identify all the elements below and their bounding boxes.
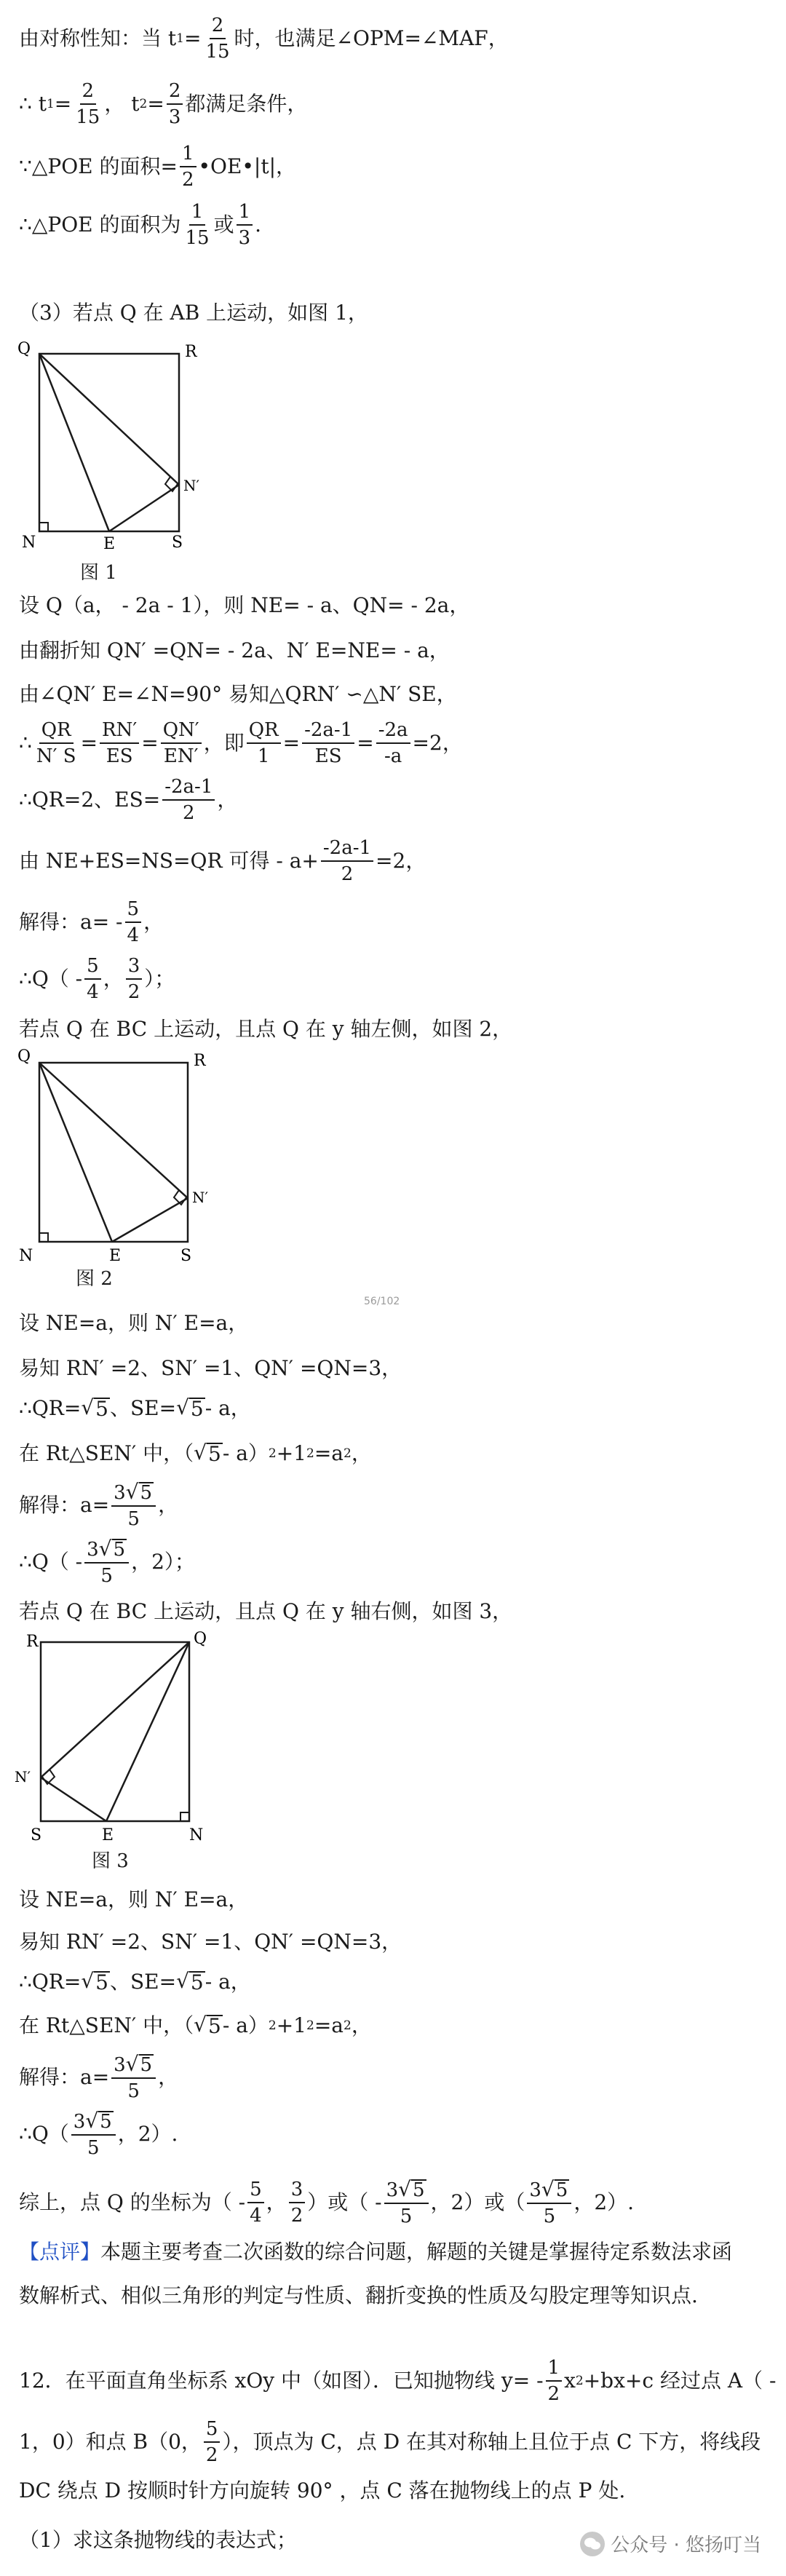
numerator: 1 — [189, 202, 206, 226]
fraction — [100, 721, 139, 766]
denominator: N′ S — [36, 745, 76, 767]
fraction — [384, 2179, 429, 2226]
label-r: R — [26, 1633, 39, 1651]
question-12-line — [19, 2420, 761, 2465]
numerator: 2 — [80, 82, 97, 105]
text: ，即 — [203, 731, 245, 755]
watermark — [580, 2530, 761, 2557]
text: 、SE= — [109, 1396, 177, 1420]
text: ∴△POE 的面积为 — [19, 213, 181, 237]
figure-3 — [12, 1628, 208, 1851]
label-n-prime: N′ — [183, 477, 200, 494]
radicand: 5 — [190, 1397, 204, 1421]
segment-qn-prime — [39, 354, 179, 485]
line-pythagoras — [19, 1440, 372, 1466]
text: ∴Q（ - — [19, 1550, 83, 1574]
text: 设 Q（a， - 2a - 1），则 NE= - a、QN= - 2a， — [19, 593, 470, 617]
numerator — [84, 1539, 129, 1564]
denominator: 3 — [238, 227, 251, 249]
segment-qe — [106, 1642, 189, 1821]
numerator: 5 — [125, 900, 142, 923]
denominator: 5 — [400, 2206, 413, 2227]
solution-line — [19, 1313, 248, 1333]
exponent: 2 — [268, 2018, 277, 2033]
radicand: 5 — [95, 1970, 108, 1994]
denominator: EN′ — [163, 745, 199, 767]
exponent: 2 — [343, 1446, 352, 1461]
figure-2 — [15, 1047, 209, 1272]
text: 12．在平面直角坐标系 xOy 中（如图）．已知抛物线 y= - — [19, 2369, 544, 2393]
coefficient: 3 — [114, 1482, 126, 1504]
text: +1 — [276, 1441, 306, 1465]
text: 由翻折知 QN′ =QN= - 2a、N′ E=NE= - a， — [19, 638, 450, 662]
text: ），顶点为 C，点 D 在其对称轴上且位于点 C 下方，将线段 — [222, 2430, 761, 2454]
label-r: R — [185, 343, 197, 361]
fraction — [527, 2179, 571, 2226]
denominator: 3 — [168, 106, 181, 128]
text: = — [80, 731, 98, 755]
solution-line — [19, 1887, 249, 1911]
label-e: E — [109, 1247, 122, 1265]
line-equation — [19, 839, 426, 884]
fraction — [247, 2180, 264, 2225]
numerator: QR — [247, 721, 281, 744]
radicand: 5 — [140, 2054, 153, 2076]
numerator — [111, 1482, 156, 1507]
line-t-values — [19, 82, 307, 127]
segment-qn-prime — [39, 1063, 188, 1198]
line-solve-a — [19, 900, 164, 945]
line-summary — [19, 2179, 634, 2226]
denominator: 5 — [87, 2137, 100, 2159]
fraction — [71, 2111, 116, 2157]
label-e: E — [102, 1826, 114, 1844]
text: ∵△POE 的面积= — [19, 154, 178, 178]
numerator — [71, 2111, 116, 2136]
text: = — [147, 92, 164, 116]
text: ∴ t — [19, 92, 47, 116]
radicand: 5 — [95, 1397, 108, 1421]
denominator: 2 — [183, 802, 195, 824]
comment-line — [19, 2283, 698, 2307]
line-area-formula — [19, 144, 296, 189]
fraction — [289, 2180, 306, 2225]
fraction — [183, 202, 211, 247]
text: 设 NE=a，则 N′ E=a， — [19, 1311, 249, 1335]
fraction — [84, 1539, 129, 1585]
text: ， — [351, 2013, 372, 2037]
text: x — [564, 2369, 576, 2393]
text: 解得：a= — [19, 1493, 110, 1517]
coefficient: 3 — [529, 2179, 541, 2201]
square-root: √ 5 — [176, 1969, 204, 1994]
text: 若点 Q 在 BC 上运动，且点 Q 在 y 轴右侧，如图 3， — [19, 1599, 513, 1623]
radicand: 5 — [113, 1539, 126, 1561]
subscript: 1 — [176, 31, 184, 46]
fraction — [34, 721, 79, 766]
coefficient: 3 — [386, 2179, 399, 2201]
text: = — [54, 92, 72, 116]
text: 都满足条件， — [185, 92, 308, 116]
text: 若点 Q 在 BC 上运动，且点 Q 在 y 轴左侧，如图 2， — [19, 1017, 513, 1041]
denominator: 15 — [185, 227, 210, 249]
numerator: 5 — [84, 956, 101, 980]
question-12-line — [19, 2478, 626, 2502]
text: ∴ — [19, 731, 32, 755]
exponent: 2 — [306, 1446, 314, 1461]
numerator: 1 — [180, 144, 196, 167]
text: 由 NE+ES=NS=QR 可得 - a+ — [19, 849, 319, 873]
denominator: 1 — [257, 745, 270, 767]
label-n-prime: N′ — [15, 1768, 31, 1786]
text: 、SE= — [109, 1970, 177, 1994]
text: ）或（ - — [307, 2190, 382, 2214]
label-q: Q — [17, 340, 31, 358]
square-root: √ 5 — [398, 2177, 425, 2201]
text: = — [357, 731, 374, 755]
square-root: √ 5 — [98, 1537, 126, 1561]
text: ， — [158, 1493, 179, 1517]
line-q-coord — [19, 2111, 178, 2157]
right-angle-mark — [39, 1233, 48, 1242]
numerator: -2a-1 — [321, 839, 373, 862]
numerator: 2 — [167, 82, 183, 105]
denominator: 15 — [205, 41, 230, 63]
right-angle-mark — [39, 523, 48, 531]
square-root: √ 5 — [176, 1395, 204, 1421]
rectangle-rqns — [41, 1642, 189, 1821]
numerator: RN′ — [100, 721, 139, 744]
square-root: √ 5 — [125, 1480, 153, 1504]
fraction — [161, 721, 202, 766]
text: 在 Rt△SEN′ 中，（ — [19, 1441, 194, 1465]
label-n: N — [22, 534, 36, 552]
text: •OE•|t|， — [198, 154, 297, 178]
label-n: N — [19, 1247, 33, 1265]
denominator: ES — [314, 745, 342, 767]
line-q-coord — [19, 1539, 195, 1585]
text: 解得：a= — [19, 2065, 110, 2089]
text: （3）若点 Q 在 AB 上运动，如图 1， — [19, 301, 368, 325]
figure-1-caption: 图 1 — [80, 562, 117, 584]
fraction — [302, 721, 354, 766]
text: = — [282, 731, 301, 755]
solution-line — [19, 1932, 402, 1952]
numerator — [527, 2179, 571, 2204]
text: 在 Rt△SEN′ 中，（ — [19, 2013, 194, 2037]
square-root: √ 5 — [125, 2052, 153, 2076]
text: 或 — [213, 213, 234, 237]
text: （1）求这条抛物线的表达式； — [19, 2528, 297, 2552]
numerator: 3 — [126, 956, 143, 980]
radicand: 5 — [208, 2014, 221, 2038]
denominator: 4 — [127, 924, 140, 946]
line-qr-se — [19, 1395, 251, 1421]
radicand: 5 — [208, 1442, 221, 1466]
numerator: 5 — [204, 2420, 221, 2443]
denominator: 2 — [181, 169, 194, 191]
denominator: 4 — [250, 2205, 262, 2227]
numerator: 3 — [289, 2180, 306, 2203]
radicand: 5 — [413, 2179, 425, 2201]
square-root: √ 5 — [194, 1440, 221, 1466]
square-root: √ 5 — [194, 2013, 221, 2038]
part3-heading — [19, 303, 368, 323]
fraction — [204, 2420, 221, 2465]
radicand: 5 — [190, 1970, 204, 1994]
coefficient: 3 — [87, 1539, 99, 1561]
coefficient: 3 — [73, 2111, 86, 2133]
line-area-result — [19, 202, 261, 247]
text: 1，0）和点 B（0， — [19, 2430, 202, 2454]
figure-3-caption: 图 3 — [92, 1850, 129, 1872]
fraction — [321, 839, 373, 884]
text: ， — [143, 910, 164, 934]
text: ，2）. — [117, 2122, 178, 2146]
numerator: 1 — [546, 2358, 563, 2382]
text: 数解析式、相似三角形的判定与性质、翻折变换的性质及勾股定理等知识点. — [19, 2283, 698, 2307]
fraction — [84, 956, 101, 1002]
solution-line — [19, 638, 450, 662]
text: ， — [351, 1441, 372, 1465]
figure-1 — [15, 342, 204, 580]
label-s: S — [172, 534, 183, 552]
numerator: 1 — [237, 202, 253, 226]
text: +bx+c 经过点 A（ - — [583, 2369, 777, 2393]
text: =2， — [412, 731, 463, 755]
text: 解得：a= - — [19, 910, 123, 934]
numerator: QR — [39, 721, 74, 744]
denominator: 2 — [290, 2205, 303, 2227]
line-q-coord — [19, 956, 175, 1002]
numerator: -2a — [376, 721, 410, 744]
segment-qn-prime — [41, 1642, 189, 1778]
label-s: S — [31, 1826, 42, 1844]
numerator: QN′ — [161, 721, 202, 744]
text: ，2）或（ — [430, 2190, 525, 2214]
text: DC 绕点 D 按顺时针方向旋转 90° ，点 C 落在抛物线上的点 P 处. — [19, 2478, 626, 2502]
label-n-prime: N′ — [192, 1189, 209, 1206]
square-root: √ 5 — [541, 2177, 568, 2201]
text: ， — [103, 967, 124, 991]
exponent: 2 — [575, 2373, 584, 2388]
denominator: 4 — [87, 981, 99, 1003]
fraction — [237, 202, 253, 247]
text: = — [183, 26, 202, 50]
numerator: 5 — [247, 2180, 264, 2203]
line-solve-a — [19, 2054, 178, 2101]
denominator: 2 — [205, 2444, 218, 2466]
line-solve-a — [19, 1482, 178, 1529]
text: ）； — [144, 967, 175, 991]
fraction — [167, 82, 183, 127]
fraction — [111, 2054, 156, 2101]
text: ， — [266, 2190, 287, 2214]
text: . — [255, 213, 262, 237]
text: 易知 RN′ =2、SN′ =1、QN′ =QN=3， — [19, 1356, 402, 1380]
text: 时，也满足∠OPM=∠MAF， — [234, 26, 509, 50]
numerator: -2a-1 — [162, 777, 215, 801]
line-similar-ratio — [19, 721, 463, 766]
solution-line — [19, 684, 457, 705]
denominator: 2 — [341, 863, 354, 885]
denominator: 5 — [543, 2206, 556, 2227]
denominator: -a — [384, 745, 402, 767]
text: 由∠QN′ E=∠N=90° 易知△QRN′ ∽△N′ SE， — [19, 682, 457, 706]
denominator: 2 — [127, 981, 140, 1003]
radicand: 5 — [100, 2111, 112, 2133]
fraction — [203, 16, 231, 61]
numerator — [384, 2179, 429, 2204]
text: =2， — [376, 849, 426, 873]
text: 本题主要考查二次函数的综合问题，解题的关键是掌握待定系数法求函 — [100, 2240, 733, 2264]
line-qr-es — [19, 777, 237, 823]
text: 设 NE=a，则 N′ E=a， — [19, 1887, 249, 1911]
solution-line — [19, 1358, 402, 1379]
text: ， — [158, 2065, 179, 2089]
numerator: 2 — [210, 16, 226, 39]
numerator: -2a-1 — [302, 721, 354, 744]
radicand: 5 — [140, 1482, 153, 1504]
fraction — [74, 82, 102, 127]
figure-2-caption: 图 2 — [76, 1268, 113, 1290]
text: =a — [314, 1441, 344, 1465]
line-qr-se — [19, 1971, 251, 1993]
text: 由对称性知：当 t — [19, 26, 177, 50]
rectangle-qrsn — [39, 354, 179, 531]
text: - a， — [205, 1970, 251, 1994]
text: ∴Q（ — [19, 2122, 69, 2146]
watermark-text: 公众号 · 悠扬叮当 — [611, 2535, 761, 2556]
text: - a， — [205, 1396, 251, 1420]
case-heading — [19, 1019, 512, 1039]
fraction — [125, 900, 142, 945]
comment-tag: 【点评】 — [19, 2240, 101, 2264]
text: = — [141, 731, 159, 755]
question-12-part1 — [19, 2530, 297, 2551]
fraction — [180, 144, 196, 189]
subscript: 2 — [139, 96, 148, 111]
denominator: 5 — [100, 1565, 113, 1587]
square-root: √ 5 — [81, 1395, 108, 1421]
text: ∴Q（ - — [19, 967, 83, 991]
fraction — [111, 1482, 156, 1529]
fraction — [162, 777, 215, 823]
square-root: √ 5 — [81, 1969, 108, 1994]
text: ∴QR= — [19, 1396, 82, 1420]
radicand: 5 — [555, 2179, 568, 2201]
fraction — [546, 2358, 563, 2403]
line-symmetry — [19, 16, 509, 61]
label-e: E — [103, 535, 116, 553]
denominator: 5 — [127, 2080, 140, 2102]
segment-qe — [39, 1063, 112, 1242]
text: 易知 RN′ =2、SN′ =1、QN′ =QN=3， — [19, 1930, 402, 1954]
denominator: ES — [106, 745, 133, 767]
segment-en-prime — [41, 1778, 106, 1821]
segment-qe — [39, 354, 109, 531]
page-number: 56/102 — [364, 1296, 400, 1307]
wechat-icon — [580, 2532, 605, 2556]
segment-en-prime — [112, 1198, 188, 1242]
comment-line — [19, 2242, 732, 2262]
denominator: 5 — [127, 1508, 140, 1530]
numerator — [111, 2054, 156, 2079]
line-pythagoras — [19, 2015, 372, 2037]
rectangle-qrsn — [39, 1063, 188, 1242]
text: ∴QR= — [19, 1970, 82, 1994]
solution-line — [19, 595, 469, 616]
denominator: 15 — [76, 106, 100, 128]
label-q: Q — [17, 1047, 31, 1066]
label-q: Q — [194, 1630, 207, 1648]
label-n: N — [189, 1826, 204, 1844]
subscript: 1 — [46, 96, 55, 111]
text: ， t — [104, 92, 140, 116]
segment-en-prime — [109, 485, 179, 531]
exponent: 2 — [268, 1446, 277, 1461]
label-s: S — [180, 1247, 192, 1265]
exponent: 2 — [343, 2018, 352, 2033]
fraction — [247, 721, 281, 766]
label-r: R — [194, 1052, 206, 1070]
denominator: 2 — [547, 2383, 560, 2405]
text: ， — [217, 788, 238, 812]
text: - a） — [222, 1441, 269, 1465]
exponent: 2 — [306, 2018, 314, 2033]
text: ，2）. — [573, 2190, 635, 2214]
right-angle-mark — [180, 1812, 189, 1821]
text: 综上，点 Q 的坐标为（ - — [19, 2190, 246, 2214]
square-root: √ 5 — [85, 2109, 112, 2133]
text: ，2）； — [131, 1550, 195, 1574]
text: +1 — [276, 2013, 306, 2037]
fraction — [376, 721, 410, 766]
coefficient: 3 — [114, 2054, 126, 2076]
question-12-line — [19, 2358, 776, 2403]
fraction — [126, 956, 143, 1002]
text: =a — [314, 2013, 344, 2037]
text: ∴QR=2、ES= — [19, 788, 161, 812]
case-heading — [19, 1601, 512, 1622]
text: - a） — [222, 2013, 269, 2037]
